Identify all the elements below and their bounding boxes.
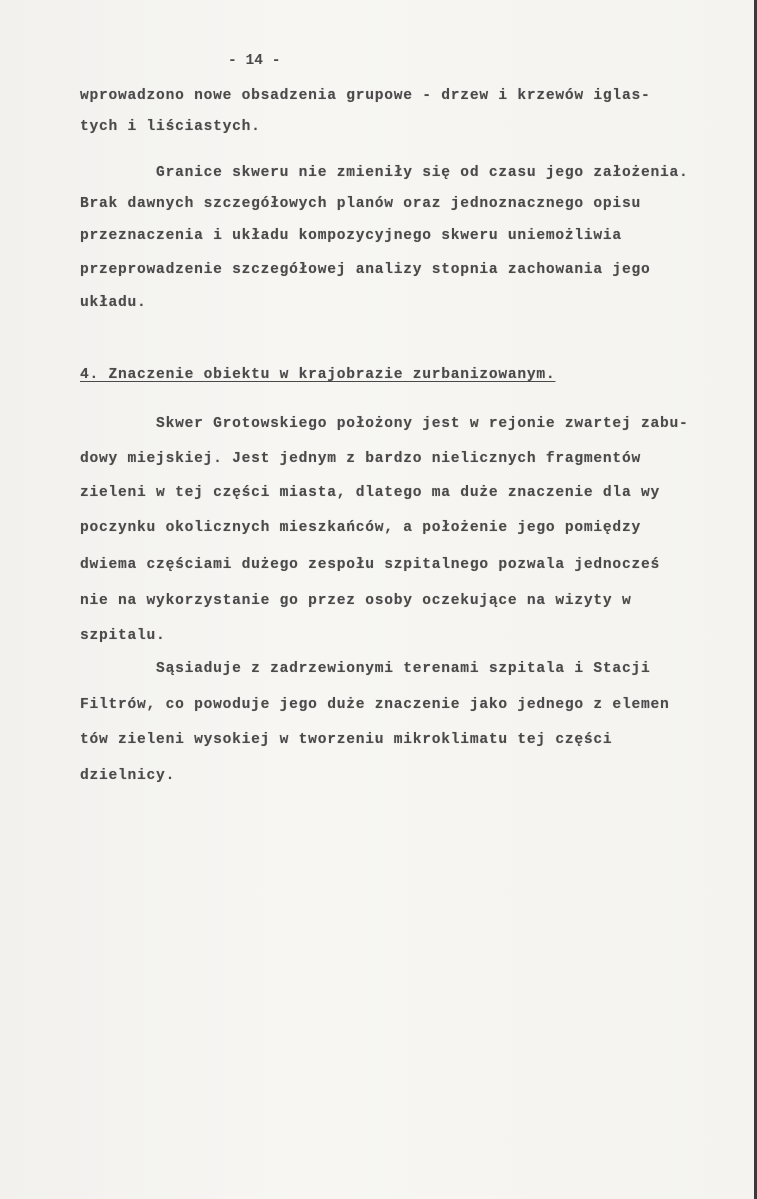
text-line: poczynku okolicznych mieszkańców, a położenie jego pomiędzy — [80, 520, 641, 536]
text-line: przeprowadzenie szczegółowej analizy stopnia zachowania jego — [80, 262, 651, 278]
text-line: dwiema częściami dużego zespołu szpitalnego pozwala jednocześ — [80, 557, 660, 573]
text-line: tów zieleni wysokiej w tworzeniu mikroklimatu tej części — [80, 732, 613, 748]
text-line: Skwer Grotowskiego położony jest w rejonie zwartej zabu- — [80, 416, 689, 432]
section-heading: 4. Znaczenie obiektu w krajobrazie zurbanizowanym. — [80, 367, 556, 383]
text-line: zieleni w tej części miasta, dlatego ma duże znaczenie dla wy — [80, 485, 660, 501]
text-line: wprowadzono nowe obsadzenia grupowe - drzew i krzewów iglas- — [80, 88, 651, 104]
text-line: nie na wykorzystanie go przez osoby oczekujące na wizyty w — [80, 593, 632, 609]
text-line: przeznaczenia i układu kompozycyjnego skweru uniemożliwia — [80, 228, 622, 244]
page-number: - 14 - — [228, 53, 281, 69]
text-line: tych i liściastych. — [80, 119, 261, 135]
text-line: Brak dawnych szczegółowych planów oraz jednoznacznego opisu — [80, 196, 641, 212]
text-line: Filtrów, co powoduje jego duże znaczenie jako jednego z elemen — [80, 697, 670, 713]
text-line: Granice skweru nie zmieniły się od czasu jego założenia. — [80, 165, 689, 181]
text-line: dowy miejskiej. Jest jednym z bardzo nielicznych fragmentów — [80, 451, 641, 467]
text-line: Sąsiaduje z zadrzewionymi terenami szpitala i Stacji — [80, 661, 651, 677]
text-line: układu. — [80, 295, 147, 311]
text-line: szpitalu. — [80, 628, 166, 644]
text-line: dzielnicy. — [80, 768, 176, 784]
